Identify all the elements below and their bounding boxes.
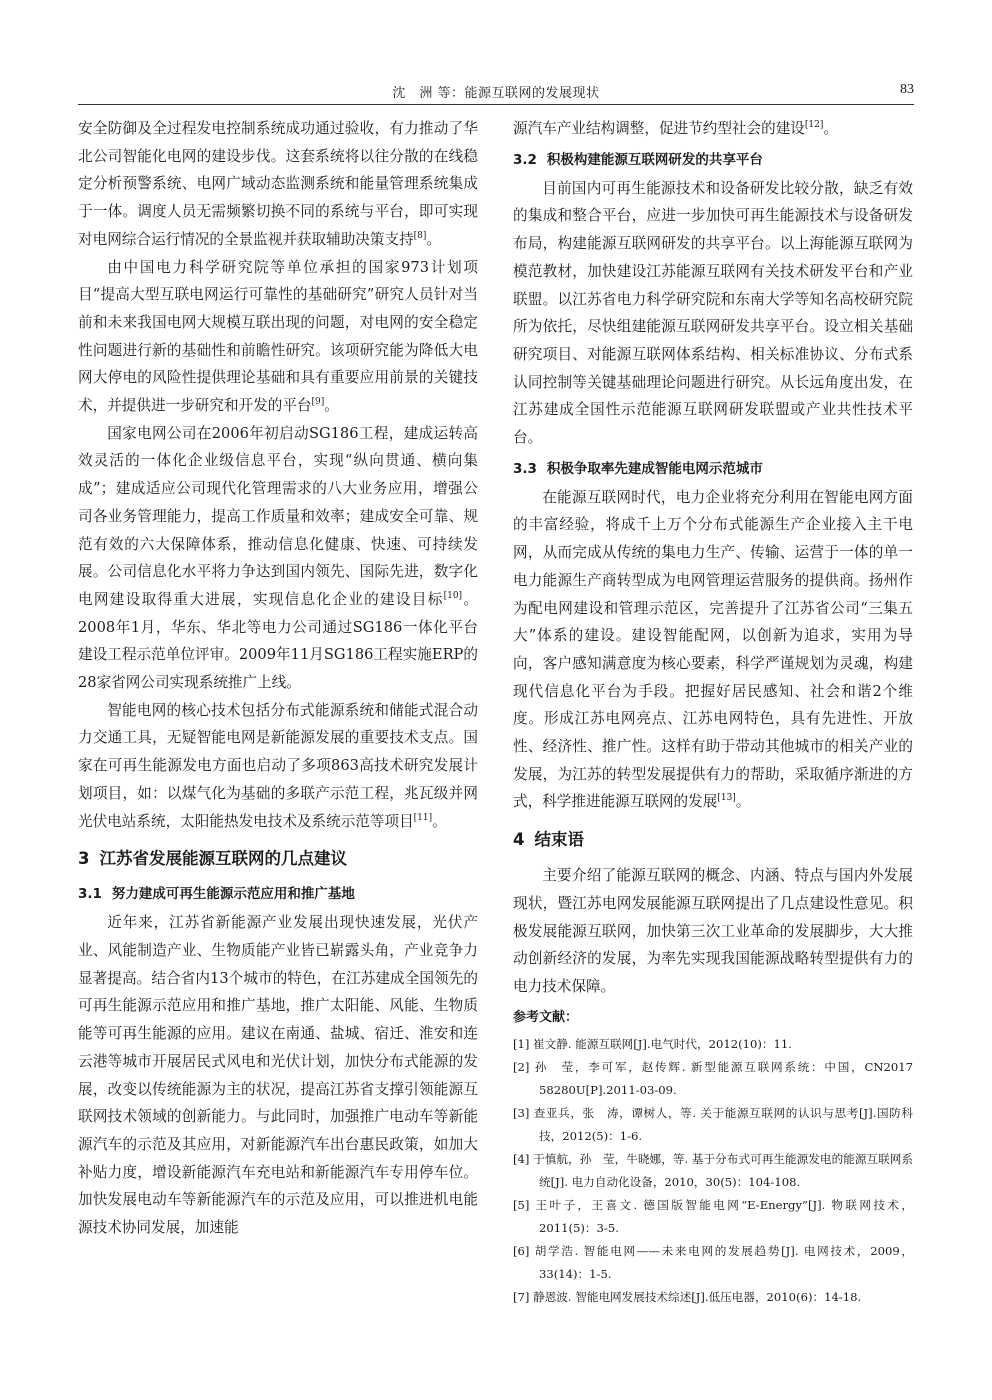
paragraph: 目前国内可再生能源技术和设备研发比较分散，缺乏有效的集成和整合平台，应进一步加快可再生能源技术与设备研发布局，构建能源互联网研发的共享平台。以上海能源互联网为模范教材，加快建设江苏能源互联网有关技术研发平台和产业联盟。以江苏省电力科学研究院和东南大学等知名高校研究院所为依托，尽快组建能源互联网研发共享平台。设立相关基础研究项目、对能源互联网体系结构、相关标准协议、分布式系认同控制等关键基础理论问题进行研究。从长远角度出发，在江苏建成全国性示范能源互联网研发联盟或产业共性技术平台。: [513, 179, 913, 447]
citation: [13]: [717, 793, 736, 804]
paragraph: 近年来，江苏省新能源产业发展出现快速发展，光伏产业、风能制造产业、生物质能产业皆已崭露头角，产业竞争力显著提高。结合省内13个城市的特色，在江苏建成全国领先的可再生能源示范应用和推广基地，推广太阳能、风能、生物质能等可再生能源的应用。建议在南通、盐城、宿迁、淮安和连云港等城市开展居民式风电和光伏计划，加快分布式能源的发展，改变以传统能源为主的状况，提高江苏省支撑引领能源互联网技术领域的创新能力。与此同时，加强推广电动车等新能源汽车的示范及其应用，对新能源汽车出台惠民政策，如加大补贴力度，增设新能源汽车充电站和新能源汽车专用停车位。加快发展电动车等新能源汽车的示范及应用，可以推进机电能源技术协同发展，加速能: [78, 914, 478, 1237]
page-header: [78, 78, 914, 105]
left-column: [78, 115, 478, 1242]
section-heading: 4 结束语: [513, 830, 584, 850]
page-number: 83: [900, 82, 914, 97]
paragraph: 在能源互联网时代，电力企业将充分利用在智能电网方面的丰富经验，将成千上万个分布式能源生产企业接入主干电网，从而完成从传统的集电力生产、传输、运营于一体的单一电力能源生产商转型成为电网管理运营服务的提供商。扬州作为配电网建设和管理示范区，完善提升了江苏省公司“三集五大”体系的建设。建设智能配网，以创新为追求，实用为导向，客户感知满意度为核心要素，科学严谨规划为灵魂，构建现代信息化平台为手段。把握好居民感知、社会和谐2个维度。形成江苏电网亮点、江苏电网特色，具有先进性、开放性、经济性、推广性。这样有助于带动其他城市的相关产业的发展，为江苏的转型发展提供有力的帮助，采取循序渐进的方式，科学推进能源互联网的发展[13]。: [513, 488, 913, 811]
paragraph: 源汽车产业结构调整，促进节约型社会的建设[12]。: [513, 120, 838, 137]
paragraph: 智能电网的核心技术包括分布式能源系统和储能式混合动力交通工具，无疑智能电网是新能源发展的重要技术支点。国家在可再生能源发电方面也启动了多项863高技术研究发展计划项目，如：以煤气化为基础的多联产示范工程，兆瓦级并网光伏电站系统，太阳能热发电技术及系统示范等项目[11]。: [78, 701, 478, 830]
reference-item: [1] 崔文静. 能源互联网[J].电气时代，2012(10)：11.: [513, 1036, 792, 1051]
section-heading: 3 江苏省发展能源互联网的几点建议: [78, 849, 347, 869]
running-title: 沈 洲 等：能源互联网的发展现状: [392, 86, 600, 101]
subsection-heading: 3.3 积极争取率先建成智能电网示范城市: [513, 460, 763, 477]
subsection-heading: 3.2 积极构建能源互联网研发的共享平台: [513, 151, 763, 168]
citation: [11]: [413, 812, 433, 823]
paragraph: 由中国电力科学研究院等单位承担的国家973计划项目“提高大型互联电网运行可靠性的基础研究”研究人员针对当前和未来我国电网大规模互联出现的问题，对电网的安全稳定性问题进行新的基础性和前瞻性研究。该项研究能为降低大电网大停电的风险性提供理论基础和具有重要应用前景的关键技术，并提供进一步研究和开发的平台[9]。: [78, 258, 478, 415]
citation: [12]: [804, 120, 824, 130]
reference-list: [513, 1033, 913, 1309]
reference-item: [2] 孙 莹，李可军，赵传辉. 新型能源互联网系统：中国，CN2017 58280U[P].2011-03-09.: [513, 1060, 913, 1097]
citation: [9]: [311, 397, 325, 408]
paragraph: 安全防御及全过程发电控制系统成功通过验收，有力推动了华北公司智能化电网的建设步伐。这套系统将以往分散的在线稳定分析预警系统、电网广域动态监测系统和能量管理系统集成于一体。调度人员无需频繁切换不同的系统与平台，即可实现对电网综合运行情况的全景监视并获取辅助决策支持[8]。: [78, 120, 478, 248]
citation: [10]: [443, 590, 463, 601]
citation: [8]: [413, 230, 427, 241]
paragraph: 国家电网公司在2006年初启动SG186工程，建成运转高效灵活的一体化企业级信息平台，实现“纵向贯通、横向集成”；建成适应公司现代化管理需求的八大业务应用，增强公司各业务管理能力，提高工作质量和效率；建成安全可靠、规范有效的六大保障体系，推动信息化健康、快速、可持续发展。公司信息化水平将力争达到国内领先、国际先进，数字化电网建设取得重大进展，实现信息化企业的建设目标[10]。2008年1月，华东、华北等电力公司通过SG186一体化平台建设工程示范单位评审。2009年11月SG186工程实施ERP的28家省网公司实现系统推广上线。: [78, 424, 478, 692]
subsection-heading: 3.1 努力建成可再生能源示范应用和推广基地: [78, 886, 355, 903]
paragraph: 主要介绍了能源互联网的概念、内涵、特点与国内外发展现状，暨江苏电网发展能源互联网提出了几点建设性意见。积极发展能源互联网，加快第三次工业革命的发展脚步，大大推动创新经济的发展，为率先实现我国能源战略转型提供有力的电力技术保障。: [513, 867, 913, 995]
reference-item: [7] 静恩波. 智能电网发展技术综述[J].低压电器，2010(6)：14-18.: [513, 1290, 862, 1305]
reference-item: [5] 王叶子，王喜文. 德国版智能电网“E-Energy”[J]. 物联网技术，2011(5)：3-5.: [513, 1198, 913, 1235]
references-heading: 参考文献：: [513, 1009, 579, 1025]
reference-item: [4] 于慎航，孙 莹，牛晓娜，等. 基于分布式可再生能源发电的能源互联网系统[J]. 电力自动化设备，2010，30(5)：104-108.: [513, 1152, 913, 1189]
right-column: [513, 115, 913, 1310]
reference-item: [3] 查亚兵，张 涛，谭树人，等. 关于能源互联网的认识与思考[J].国防科技，2012(5)：1-6.: [513, 1106, 913, 1143]
reference-item: [6] 胡学浩. 智能电网——未来电网的发展趋势[J]. 电网技术，2009，33(14)：1-5.: [513, 1244, 913, 1281]
